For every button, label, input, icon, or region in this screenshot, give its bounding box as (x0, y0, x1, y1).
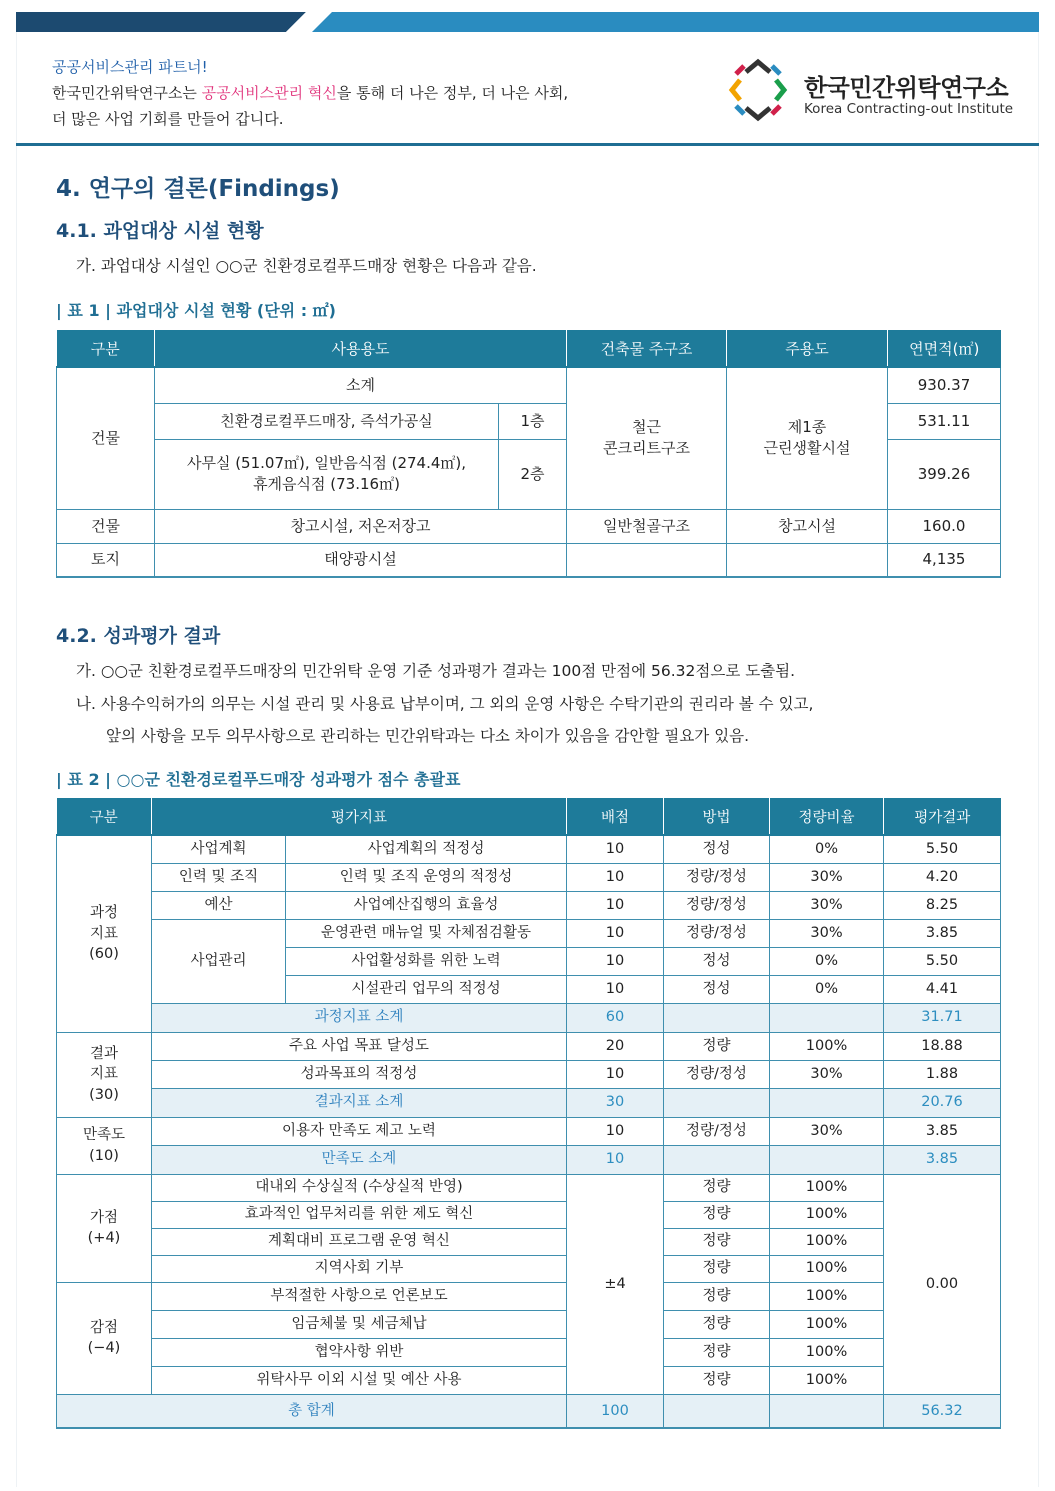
cell-method: 정량 (664, 1366, 770, 1394)
cell-score: 10 (567, 835, 664, 863)
table-row (57, 1032, 1001, 1060)
table-row (57, 1338, 1001, 1366)
table-2-caption: | 표 2 | ○○군 친환경로컬푸드매장 성과평가 점수 총괄표 (56, 770, 461, 789)
cell-item: 사업활성화를 위한 노력 (286, 947, 567, 975)
total-row (57, 1394, 1001, 1428)
col-header: 건축물 주구조 (567, 330, 727, 367)
table-row (57, 1117, 1001, 1145)
subtotal-row (57, 1003, 1001, 1032)
col-header: 방법 (664, 798, 770, 835)
cell-score: 10 (567, 975, 664, 1003)
row-category: 가점 (+4) (57, 1174, 152, 1282)
header-divider (16, 143, 1039, 146)
col-header: 배점 (567, 798, 664, 835)
cell-ratio: 100% (770, 1338, 884, 1366)
cell-use: 친환경로컬푸드매장, 즉석가공실 (155, 403, 499, 439)
cell-item: 사업예산집행의 효율성 (286, 891, 567, 919)
cell-score: 10 (567, 919, 664, 947)
cell-result: 3.85 (884, 919, 1001, 947)
cell-area: 160.0 (888, 509, 1001, 543)
cell-structure (567, 543, 727, 577)
evaluation-table (56, 798, 1001, 1429)
cell-result: 4.20 (884, 863, 1001, 891)
header-banner (16, 12, 1039, 32)
cell-item: 성과목표의 적정성 (152, 1060, 567, 1088)
intro-line-2: 더 많은 사업 기회를 만들어 갑니다. (52, 110, 284, 128)
cell-ratio: 100% (770, 1310, 884, 1338)
cell-ratio: 30% (770, 919, 884, 947)
subtotal-result: 3.85 (884, 1145, 1001, 1174)
cell-item: 효과적인 업무처리를 위한 제도 혁신 (152, 1201, 567, 1228)
cell-item: 운영관련 매뉴얼 및 자체점검활동 (286, 919, 567, 947)
col-header: 정량비율 (770, 798, 884, 835)
table-header-row (57, 330, 1001, 367)
cell-result: 18.88 (884, 1032, 1001, 1060)
cell-method: 정량/정성 (664, 863, 770, 891)
row-category: 토지 (57, 543, 155, 577)
tagline: 공공서비스관리 파트너! (52, 58, 208, 76)
cell-item: 시설관리 업무의 적정성 (286, 975, 567, 1003)
cell-group: 사업관리 (152, 919, 286, 1003)
table-row (57, 1310, 1001, 1338)
table-row (57, 1060, 1001, 1088)
cell-result: 3.85 (884, 1117, 1001, 1145)
subtotal-score: 60 (567, 1003, 664, 1032)
cell-main-use: 제1종 근린생활시설 (727, 367, 888, 509)
cell-method: 정량 (664, 1338, 770, 1366)
table-row (57, 835, 1001, 863)
col-header: 구분 (57, 798, 152, 835)
cell-method: 정량 (664, 1032, 770, 1060)
total-result: 56.32 (884, 1394, 1001, 1428)
cell-item: 임금체불 및 세금체납 (152, 1310, 567, 1338)
table-row (57, 1174, 1001, 1201)
section-4-1-paragraph: 가. 과업대상 시설인 ○○군 친환경로컬푸드매장 현황은 다음과 같음. (76, 257, 537, 275)
facility-table (56, 330, 1001, 578)
cell-method: 정량/정성 (664, 891, 770, 919)
cell-method: 정량 (664, 1228, 770, 1255)
cell-use: 사무실 (51.07㎡), 일반음식점 (274.4㎡), 휴게음식점 (73.16㎡) (155, 439, 499, 509)
row-category: 과정 지표 (60) (57, 835, 152, 1032)
subtotal-score: 30 (567, 1088, 664, 1117)
cell-ratio: 100% (770, 1174, 884, 1201)
subtotal-label: 결과지표 소계 (152, 1088, 567, 1117)
cell-method: 정량/정성 (664, 919, 770, 947)
institute-logo-icon (728, 58, 788, 122)
col-header: 평가지표 (152, 798, 567, 835)
cell-result: 8.25 (884, 891, 1001, 919)
cell-ratio: 30% (770, 891, 884, 919)
subtotal-row (57, 1145, 1001, 1174)
intro-line-1: 한국민간위탁연구소는 공공서비스관리 혁신을 통해 더 나은 정부, 더 나은 사회, (52, 84, 569, 102)
intro-highlight: 공공서비스관리 혁신 (201, 84, 337, 102)
table-row (57, 543, 1001, 577)
cell-item: 주요 사업 목표 달성도 (152, 1032, 567, 1060)
section-4-2-paragraph-b: 나. 사용수익허가의 의무는 시설 관리 및 사용료 납부이며, 그 외의 운영 사항은 수탁기관의 권리라 볼 수 있고, (76, 695, 814, 713)
cell-ratio: 100% (770, 1228, 884, 1255)
table-header-row (57, 798, 1001, 835)
logo-name-en: Korea Contracting-out Institute (804, 101, 1014, 117)
cell-item: 위탁사무 이외 시설 및 예산 사용 (152, 1366, 567, 1394)
col-header: 주용도 (727, 330, 888, 367)
cell-main-use: 창고시설 (727, 509, 888, 543)
cell-ratio: 0% (770, 835, 884, 863)
subtotal-label: 과정지표 소계 (152, 1003, 567, 1032)
cell-method: 정량 (664, 1201, 770, 1228)
cell-score: 20 (567, 1032, 664, 1060)
cell-use: 창고시설, 저온저장고 (155, 509, 567, 543)
col-header: 사용용도 (155, 330, 567, 367)
subtotal-row (57, 1088, 1001, 1117)
cell-ratio: 30% (770, 1060, 884, 1088)
cell-ratio: 0% (770, 975, 884, 1003)
cell-result: 4.41 (884, 975, 1001, 1003)
cell-method: 정량 (664, 1174, 770, 1201)
cell-item: 계획대비 프로그램 운영 혁신 (152, 1228, 567, 1255)
cell-item: 이용자 만족도 제고 노력 (152, 1117, 567, 1145)
cell-method: 정량/정성 (664, 1060, 770, 1088)
subtotal-label: 만족도 소계 (152, 1145, 567, 1174)
cell-use: 태양광시설 (155, 543, 567, 577)
cell-ratio: 100% (770, 1032, 884, 1060)
section-4-1-title: 4.1. 과업대상 시설 현황 (56, 220, 264, 242)
cell-score: 10 (567, 891, 664, 919)
cell-score: 10 (567, 1060, 664, 1088)
cell-group: 예산 (152, 891, 286, 919)
table-row (57, 1366, 1001, 1394)
cell-ratio: 100% (770, 1201, 884, 1228)
section-4-2-paragraph-b-cont: 앞의 사항을 모두 의무사항으로 관리하는 민간위탁과는 다소 차이가 있음을 감안할 필요가 있음. (106, 727, 750, 745)
section-4-2-title: 4.2. 성과평가 결과 (56, 625, 221, 647)
cell-ratio: 100% (770, 1282, 884, 1310)
cell-floor: 2층 (499, 439, 567, 509)
row-category: 건물 (57, 367, 155, 509)
subtotal-result: 20.76 (884, 1088, 1001, 1117)
cell-ratio: 100% (770, 1366, 884, 1394)
cell-method: 정성 (664, 947, 770, 975)
cell-structure: 철근 콘크리트구조 (567, 367, 727, 509)
cell-item: 협약사항 위반 (152, 1338, 567, 1366)
row-category: 결과 지표 (30) (57, 1032, 152, 1117)
section-title: 4. 연구의 결론(Findings) (56, 176, 340, 202)
cell-item: 부적절한 사항으로 언론보도 (152, 1282, 567, 1310)
col-header: 평가결과 (884, 798, 1001, 835)
cell-item: 사업계획의 적정성 (286, 835, 567, 863)
cell-group: 인력 및 조직 (152, 863, 286, 891)
cell-item: 인력 및 조직 운영의 적정성 (286, 863, 567, 891)
table-row (57, 1255, 1001, 1282)
cell-ratio: 30% (770, 863, 884, 891)
row-category: 건물 (57, 509, 155, 543)
table-row (57, 919, 1001, 947)
subtotal-score: 10 (567, 1145, 664, 1174)
cell-method: 정량 (664, 1282, 770, 1310)
cell-score: 10 (567, 1117, 664, 1145)
cell-area: 531.11 (888, 403, 1001, 439)
section-4-2-paragraph-a: 가. ○○군 친환경로컬푸드매장의 민간위탁 운영 기준 성과평가 결과는 100점 만점에 56.32점으로 도출됨. (76, 662, 796, 680)
cell-result: 0.00 (884, 1174, 1001, 1394)
table-row (57, 863, 1001, 891)
cell-item: 대내외 수상실적 (수상실적 반영) (152, 1174, 567, 1201)
cell-result: 1.88 (884, 1060, 1001, 1088)
page-border-right (1038, 32, 1039, 1487)
cell-main-use (727, 543, 888, 577)
logo-name-ko: 한국민간위탁연구소 (804, 74, 1009, 102)
row-category: 만족도 (10) (57, 1117, 152, 1174)
cell-area: 930.37 (888, 367, 1001, 403)
cell-score: 10 (567, 863, 664, 891)
cell-structure: 일반철골구조 (567, 509, 727, 543)
total-label: 총 합계 (57, 1394, 567, 1428)
cell-result: 5.50 (884, 947, 1001, 975)
table-row (57, 1282, 1001, 1310)
cell-item: 지역사회 기부 (152, 1255, 567, 1282)
cell-use: 소계 (155, 367, 567, 403)
cell-ratio: 100% (770, 1255, 884, 1282)
table-row (57, 509, 1001, 543)
cell-ratio: 30% (770, 1117, 884, 1145)
cell-method: 정량 (664, 1310, 770, 1338)
cell-score: 10 (567, 947, 664, 975)
table-row (57, 891, 1001, 919)
col-header: 구분 (57, 330, 155, 367)
cell-result: 5.50 (884, 835, 1001, 863)
table-row (57, 1228, 1001, 1255)
col-header: 연면적(㎡) (888, 330, 1001, 367)
cell-method: 정량 (664, 1255, 770, 1282)
cell-group: 사업계획 (152, 835, 286, 863)
cell-score: ±4 (567, 1174, 664, 1394)
row-category: 감점 (−4) (57, 1282, 152, 1394)
table-row (57, 367, 1001, 403)
cell-method: 정량/정성 (664, 1117, 770, 1145)
cell-ratio: 0% (770, 947, 884, 975)
table-1-caption: | 표 1 | 과업대상 시설 현황 (단위 : ㎡) (56, 301, 336, 320)
table-row (57, 1201, 1001, 1228)
cell-method: 정성 (664, 835, 770, 863)
cell-area: 399.26 (888, 439, 1001, 509)
cell-area: 4,135 (888, 543, 1001, 577)
cell-method: 정성 (664, 975, 770, 1003)
page-border-left (16, 32, 17, 1487)
cell-floor: 1층 (499, 403, 567, 439)
subtotal-result: 31.71 (884, 1003, 1001, 1032)
total-score: 100 (567, 1394, 664, 1428)
